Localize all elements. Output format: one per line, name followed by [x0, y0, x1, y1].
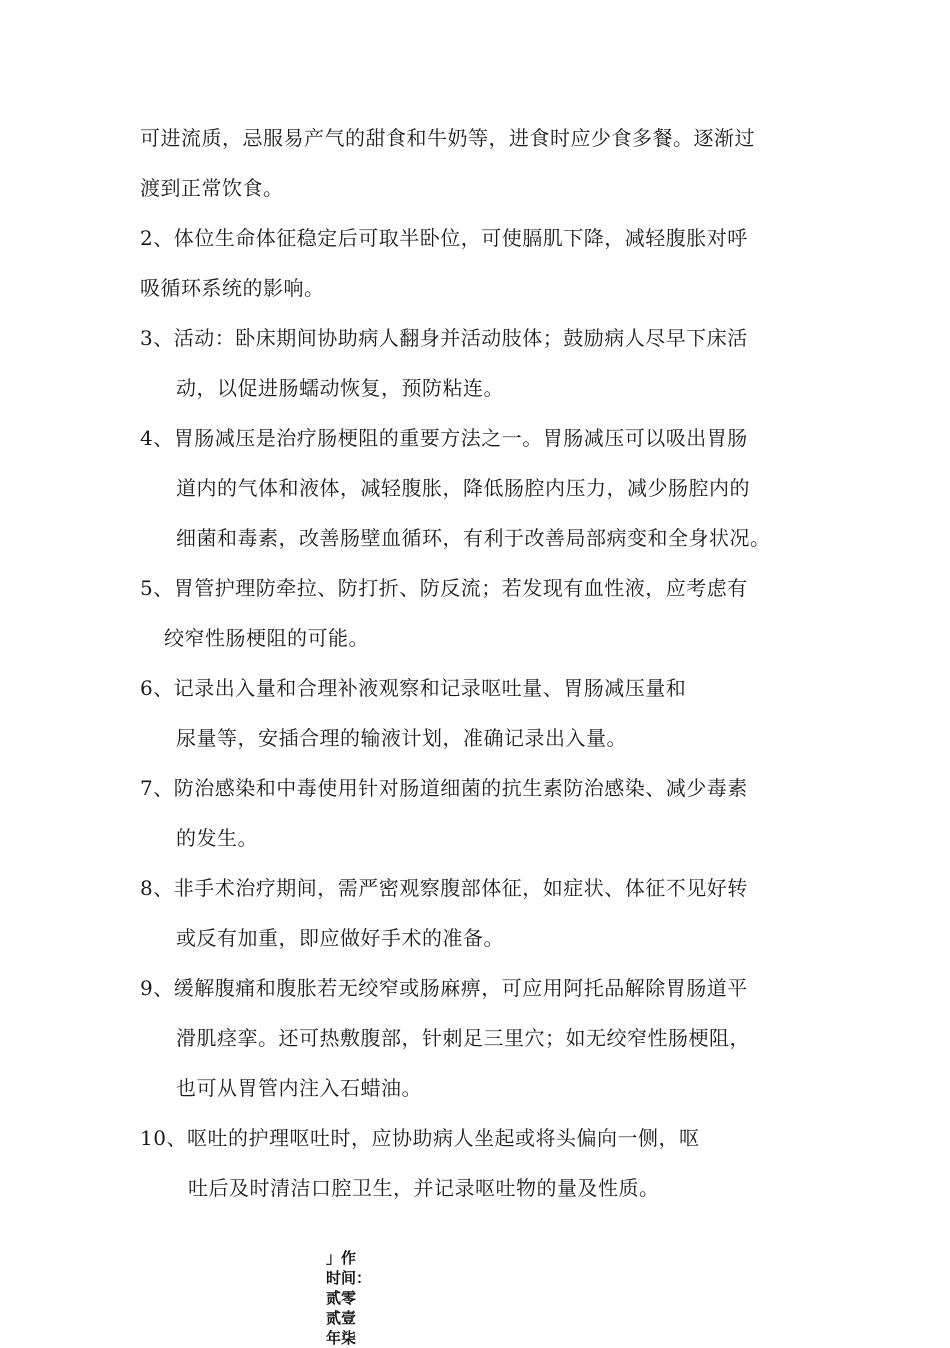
list-item-9-line: 也可从胃管内注入石蜡油。: [176, 1076, 422, 1100]
list-item-9-line: 9、缓解腹痛和腹胀若无绞窄或肠麻痹，可应用阿托品解除胃肠道平: [140, 976, 748, 1000]
footer-line: 年柒: [326, 1329, 357, 1347]
list-item-4-line: 4、胃肠减压是治疗肠梗阻的重要方法之一。胃肠减压可以吸出胃肠: [140, 426, 748, 450]
footer-line: 时间：: [326, 1269, 372, 1287]
list-item-2-line: 吸循环系统的影响。: [140, 276, 325, 300]
list-item-8-line: 或反有加重，即应做好手术的准备。: [176, 926, 504, 950]
list-item-10-line: 吐后及时清洁口腔卫生，并记录呕吐物的量及性质。: [188, 1176, 660, 1200]
body-text-line: 渡到正常饮食。: [140, 176, 284, 200]
list-item-4-line: 细菌和毒素，改善肠壁血循环，有利于改善局部病变和全身状况。: [176, 526, 771, 550]
list-item-6-line: 6、记录出入量和合理补液观察和记录呕吐量、胃肠减压量和: [140, 676, 687, 700]
list-item-10-line: 10、呕吐的护理呕吐时，应协助病人坐起或将头偏向一侧，呕: [140, 1126, 700, 1150]
list-item-6-line: 尿量等，安插合理的输液计划，准确记录出入量。: [176, 726, 627, 750]
list-item-7-line: 7、防治感染和中毒使用针对肠道细菌的抗生素防治感染、减少毒素: [140, 776, 748, 800]
list-item-3-line: 3、活动：卧床期间协助病人翻身并活动肢体；鼓励病人尽早下床活: [140, 326, 748, 350]
footer-line: 贰壹: [326, 1309, 357, 1327]
list-item-7-line: 的发生。: [176, 826, 258, 850]
list-item-9-line: 滑肌痉挛。还可热敷腹部，针刺足三里穴；如无绞窄性肠梗阻，: [176, 1026, 750, 1050]
body-text-line: 可进流质，忌服易产气的甜食和牛奶等，进食时应少食多餐。逐渐过: [140, 126, 755, 150]
list-item-5-line: 5、胃管护理防牵拉、防打折、防反流；若发现有血性液，应考虑有: [140, 576, 748, 600]
list-item-5-line: 绞窄性肠梗阻的可能。: [164, 626, 369, 650]
footer-date-block: [326, 1248, 372, 1348]
list-item-2-line: 2、体位生命体征稳定后可取半卧位，可使膈肌下降，减轻腹胀对呼: [140, 226, 748, 250]
list-item-4-line: 道内的气体和液体，减轻腹胀，降低肠腔内压力，减少肠腔内的: [176, 476, 750, 500]
list-item-8-line: 8、非手术治疗期间，需严密观察腹部体征，如症状、体征不见好转: [140, 876, 748, 900]
footer-line: 贰零: [326, 1289, 357, 1307]
list-item-3-line: 动，以促进肠蠕动恢复，预防粘连。: [176, 376, 504, 400]
footer-line: 」作: [326, 1249, 357, 1267]
